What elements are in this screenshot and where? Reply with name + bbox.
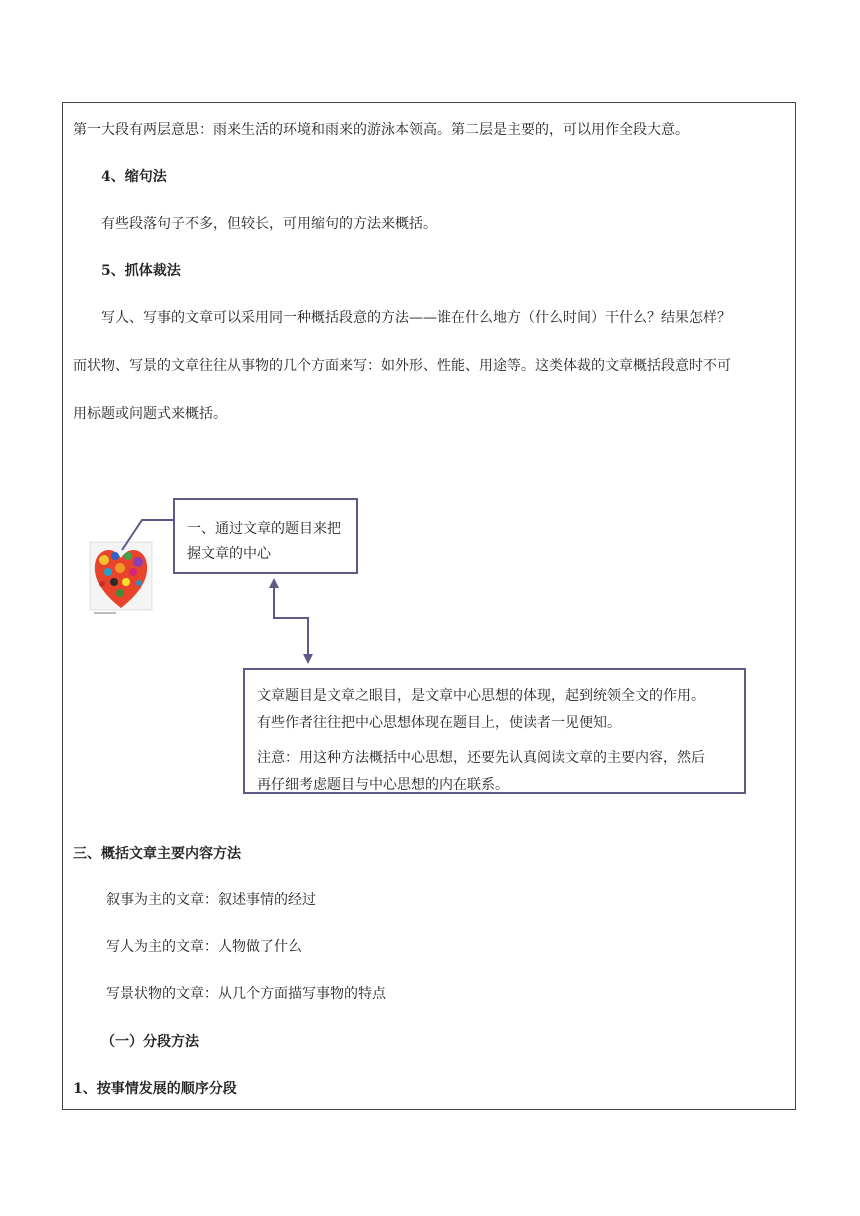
section-3-point-1: 1、按事情发展的顺序分段 <box>73 1081 237 1097</box>
paragraph-1: 第一大段有两层意思：雨来生活的环境和雨来的游泳本领高。第二层是主要的，可以用作全段大意。 <box>73 122 689 138</box>
section-3-sub-heading: （一）分段方法 <box>101 1034 199 1050</box>
paragraph-4: 有些段落句子不多，但较长，可用缩句的方法来概括。 <box>101 216 437 232</box>
paragraph-5-line-2: 而状物、写景的文章往往从事物的几个方面来写：如外形、性能、用途等。这类体裁的文章概括段意时不可 <box>73 358 731 374</box>
callout-line-2: 握文章的中心 <box>187 546 271 562</box>
note-line-2: 有些作者往往把中心思想体现在题目上，使读者一见便知。 <box>257 715 621 731</box>
content-frame <box>62 102 796 1110</box>
heading-5: 5、抓体裁法 <box>101 263 181 279</box>
callout-box <box>173 498 358 574</box>
double-arrow-connector <box>262 576 318 666</box>
section-3-item-1: 叙事为主的文章：叙述事情的经过 <box>106 892 316 908</box>
callout-pointer <box>120 518 180 552</box>
note-line-3: 注意：用这种方法概括中心思想，还要先认真阅读文章的主要内容，然后 <box>257 750 705 766</box>
section-3-item-2: 写人为主的文章：人物做了什么 <box>106 939 302 955</box>
section-3-heading: 三、概括文章主要内容方法 <box>73 846 241 862</box>
note-box <box>243 668 746 794</box>
callout-line-1: 一、通过文章的题目来把 <box>187 521 341 537</box>
section-3-item-3: 写景状物的文章：从几个方面描写事物的特点 <box>106 986 386 1002</box>
paragraph-5-line-3: 用标题或问题式来概括。 <box>73 406 227 422</box>
heading-4: 4、缩句法 <box>101 169 167 185</box>
note-line-4: 再仔细考虑题目与中心思想的内在联系。 <box>257 777 509 793</box>
paragraph-5-line-1: 写人、写事的文章可以采用同一种概括段意的方法——谁在什么地方（什么时间）干什么？结果怎样？ <box>101 310 731 326</box>
note-line-1: 文章题目是文章之眼目，是文章中心思想的体现，起到统领全文的作用。 <box>257 688 705 704</box>
